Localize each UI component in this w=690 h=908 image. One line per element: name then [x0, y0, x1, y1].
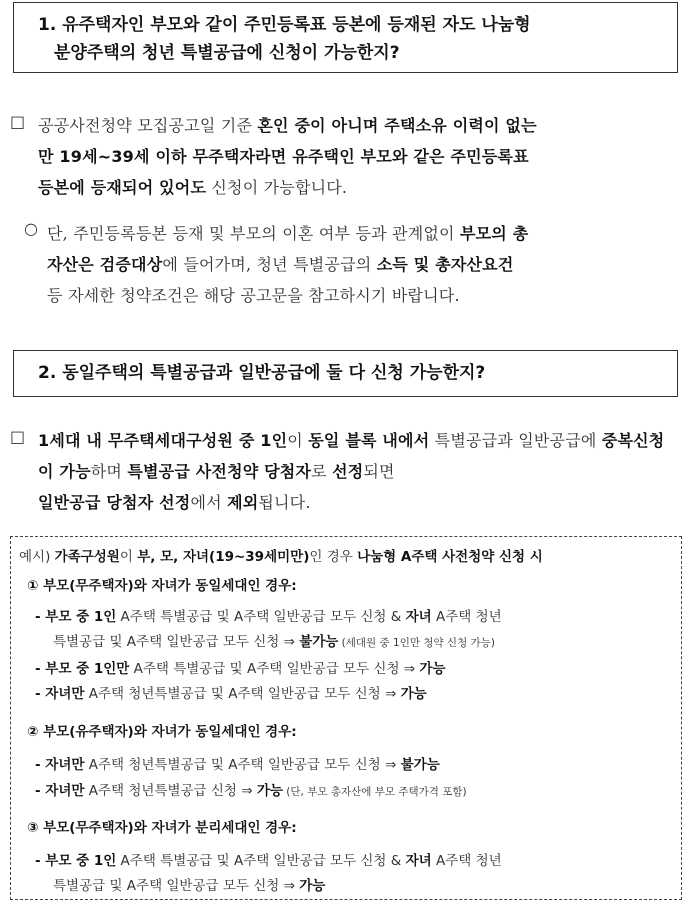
case-2-row-1-bold-1: - 자녀만 — [35, 757, 85, 773]
case-1-row-1-bold-2: 자녀 — [405, 609, 432, 625]
case-1-row-1 — [35, 605, 502, 625]
question-1-note — [47, 218, 680, 311]
q2-answer-text-5: 되면 — [363, 462, 395, 481]
case-3-title-text: ③ 부모(무주택자)와 자녀가 분리세대인 경우: — [27, 820, 297, 836]
case-1-row-1-text-3: 특별공급 및 A주택 일반공급 모두 신청 ⇒ — [53, 634, 300, 650]
q2-answer-bold-4: 특별공급 사전청약 당첨자 — [127, 462, 312, 481]
q2-answer-bold-2: 동일 블록 내에서 — [308, 431, 430, 450]
q1-note-text-1: 단, 주민등록등본 등재 및 부모의 이혼 여부 등과 관계없이 — [47, 224, 460, 243]
example-header-text-3: 인 경우 — [309, 549, 358, 565]
case-2-title-text: ② 부모(유주택자)와 자녀가 동일세대인 경우: — [27, 724, 297, 740]
question-2-title-box — [13, 350, 678, 397]
q1-answer-text-1: 공공사전청약 모집공고일 기준 — [38, 116, 258, 135]
example-header-text-2: 이 — [119, 549, 138, 565]
case-1-title-text: ① 부모(무주택자)와 자녀가 동일세대인 경우: — [27, 578, 297, 594]
q2-answer-text-3: 하며 — [90, 462, 128, 481]
q2-answer-bold-3: 중복신청이 가능 — [38, 431, 665, 481]
q2-answer-bold-1: 1세대 내 무주택세대구성원 중 1인 — [38, 431, 288, 450]
case-2-row-1-bold-2: 불가능 — [400, 757, 440, 773]
q2-answer-bold-6: 일반공급 당첨자 선정 — [38, 493, 191, 512]
question-1-title-box — [13, 2, 678, 73]
q1-note-text-3: 등 자세한 청약조건은 해당 공고문을 참고하시기 바랍니다. — [47, 286, 460, 305]
q1-note-bold-2: 자산은 검증대상 — [47, 255, 163, 274]
example-header-bold-1: 가족구성원 — [54, 549, 120, 565]
case-2-row-2-text-1: A주택 청년특별공급 신청 ⇒ — [84, 783, 257, 799]
q1-answer-text-2: 신청이 가능합니다. — [206, 178, 348, 197]
square-bullet-icon: □ — [10, 112, 26, 131]
question-2-title: 2. 동일주택의 특별공급과 일반공급에 둘 다 신청 가능한지? — [38, 363, 486, 383]
q2-answer-text-6: 에서 — [190, 493, 228, 512]
case-2-title — [27, 720, 297, 740]
q2-answer-bold-5: 선정 — [332, 462, 364, 481]
case-3-row-1-text-1: A주택 특별공급 및 A주택 일반공급 모두 신청 & — [116, 853, 406, 869]
case-3-row-1-bold-3: 가능 — [299, 878, 326, 894]
case-1-row-3-bold-1: - 자녀만 — [35, 686, 85, 702]
example-box — [10, 536, 682, 900]
q1-answer-bold-3: 등본에 등재되어 있어도 — [38, 178, 207, 197]
case-1-row-3 — [35, 682, 427, 702]
case-2-row-2-note: (단, 부모 총자산에 부모 주택가격 포함) — [282, 786, 467, 798]
case-2-row-1-text-1: A주택 청년특별공급 및 A주택 일반공급 모두 신청 ⇒ — [84, 757, 401, 773]
case-3-row-1-continued — [53, 874, 325, 894]
case-3-row-1-bold-2: 자녀 — [405, 853, 432, 869]
case-3-title — [27, 816, 297, 836]
q1-note-bold-1: 부모의 총 — [459, 224, 529, 243]
case-1-row-1-note: (세대원 중 1인만 청약 신청 가능) — [338, 637, 495, 649]
example-header — [19, 545, 543, 565]
q2-answer-text-7: 됩니다. — [258, 493, 311, 512]
case-1-row-1-continued — [53, 630, 495, 650]
case-1-title — [27, 574, 297, 594]
q2-answer-text-4: 로 — [311, 462, 333, 481]
case-2-row-2-bold-2: 가능 — [256, 783, 283, 799]
square-bullet-icon: □ — [10, 427, 26, 446]
case-1-row-2-bold-1: - 부모 중 1인만 — [35, 661, 130, 677]
case-1-row-2-text-1: A주택 특별공급 및 A주택 일반공급 모두 신청 ⇒ — [129, 661, 420, 677]
q2-answer-text-2: 특별공급과 일반공급에 — [429, 431, 602, 450]
example-header-bold-3: 나눔형 A주택 사전청약 신청 시 — [357, 549, 543, 565]
q1-note-text-2: 에 들어가며, 청년 특별공급의 — [162, 255, 377, 274]
q2-answer-bold-7: 제외 — [227, 493, 259, 512]
q1-answer-bold-2: 만 19세~39세 이하 무주택자라면 유주택인 부모와 같은 주민등록표 — [38, 147, 529, 166]
case-3-row-1 — [35, 849, 502, 869]
case-3-row-1-text-3: 특별공급 및 A주택 일반공급 모두 신청 ⇒ — [53, 878, 300, 894]
case-2-row-2 — [35, 779, 467, 799]
circle-bullet-icon: ○ — [24, 219, 38, 238]
case-1-row-3-bold-2: 가능 — [400, 686, 427, 702]
case-1-row-2 — [35, 657, 446, 677]
case-1-row-1-text-1: A주택 특별공급 및 A주택 일반공급 모두 신청 & — [116, 609, 406, 625]
case-1-row-1-bold-3: 불가능 — [299, 634, 339, 650]
question-1-title-line-1: 1. 유주택자인 부모와 같이 주민등록표 등본에 등재된 자도 나눔형 — [38, 15, 531, 35]
case-3-row-1-text-2: A주택 청년 — [431, 853, 502, 869]
example-header-text-1: 예시) — [19, 549, 55, 565]
q1-answer-bold-1: 혼인 중이 아니며 주택소유 이력이 없는 — [257, 116, 537, 135]
question-1-title-line-2: 분양주택의 청년 특별공급에 신청이 가능한지? — [54, 43, 400, 63]
q2-answer-text-1: 이 — [287, 431, 309, 450]
question-2-answer — [38, 425, 680, 518]
case-2-row-2-bold-1: - 자녀만 — [35, 783, 85, 799]
q1-note-bold-3: 소득 및 총자산요건 — [376, 255, 514, 274]
case-1-row-2-bold-2: 가능 — [419, 661, 446, 677]
example-header-bold-2: 부, 모, 자녀(19~39세미만) — [137, 549, 310, 565]
case-2-row-1 — [35, 753, 440, 773]
question-1-answer — [38, 110, 680, 203]
case-1-row-1-bold-1: - 부모 중 1인 — [35, 609, 117, 625]
case-1-row-1-text-2: A주택 청년 — [431, 609, 502, 625]
case-1-row-3-text-1: A주택 청년특별공급 및 A주택 일반공급 모두 신청 ⇒ — [84, 686, 401, 702]
case-3-row-1-bold-1: - 부모 중 1인 — [35, 853, 117, 869]
